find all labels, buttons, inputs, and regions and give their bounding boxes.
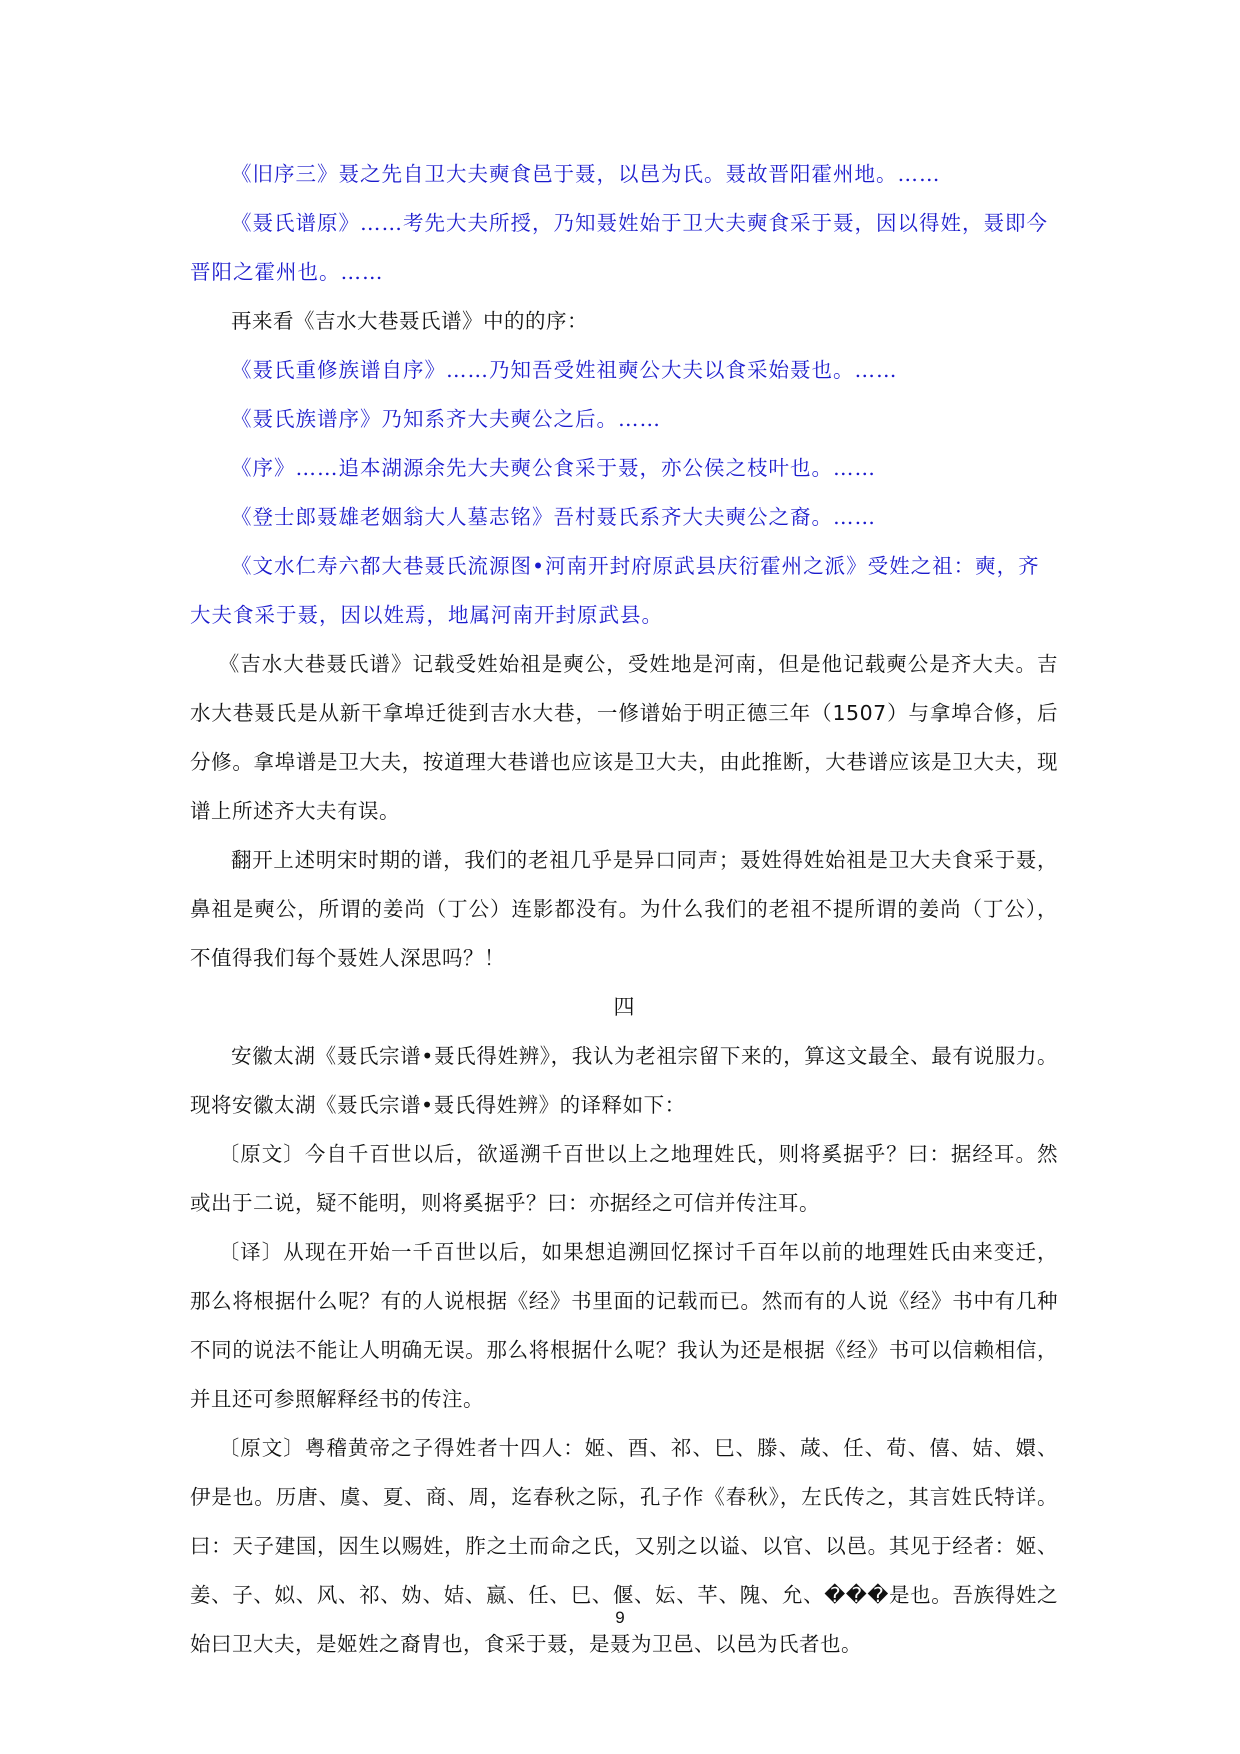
paragraph-original-text-2: 〔原文〕粤稽黄帝之子得姓者十四人：姬、酉、祁、巳、滕、葴、任、荀、僖、姞、嬛、伊是也。历唐、虞、夏、商、周，迄春秋之际，孔子作《春秋》，左氏传之，其言姓氏特详。曰：天子建国，因生以赐姓，胙之土而命之氏，又别之以谥、以官、以邑。其见于经者：姬、姜、子、姒、风、祁、妫、姞、嬴、任、巳、偃、妘、芊、隗、允、���是也。吾族得姓之始曰卫大夫，是姬姓之裔胄也，食采于聂，是聂为卫邑、以邑为氏者也。: [190, 1436, 1058, 1656]
paragraph-translation-1: 〔译〕从现在开始一千百世以后，如果想追溯回忆探讨千百年以前的地理姓氏由来变迁，那么将根据什么呢？有的人说根据《经》书里面的记载而已。然而有的人说《经》书中有几种不同的说法不能让人明确无误。那么将根据什么呢？我认为还是根据《经》书可以信赖相信，并且还可参照解释经书的传注。: [190, 1240, 1058, 1411]
quote-genealogy-preface: 《聂氏族谱序》乃知系齐大夫奭公之后。……: [231, 407, 661, 431]
paragraph-daxiang-analysis: 《吉水大巷聂氏谱》记载受姓始祖是奭公，受姓地是河南，但是他记载奭公是齐大夫。吉水大巷聂氏是从新干拿埠迁徙到吉水大巷，一修谱始于明正德三年（1507）与拿埠合修，后分修。拿埠谱是卫大夫，按道理大巷谱也应该是卫大夫，由此推断，大巷谱应该是卫大夫，现谱上所述齐大夫有误。: [190, 652, 1058, 823]
quote-old-preface-three: 《旧序三》聂之先自卫大夫奭食邑于聂，以邑为氏。聂故晋阳霍州地。……: [231, 162, 941, 186]
paragraph-original-text-1: 〔原文〕今自千百世以后，欲遥溯千百世以上之地理姓氏，则将奚据乎？曰：据经耳。然或出于二说，疑不能明，则将奚据乎？曰：亦据经之可信并传注耳。: [190, 1142, 1058, 1215]
intro-line: 再来看《吉水大巷聂氏谱》中的的序：: [231, 309, 588, 333]
quote-preface: 《序》……追本湖源余先大夫奭公食采于聂，亦公侯之枝叶也。……: [231, 456, 876, 480]
quote-epitaph: 《登士郎聂雄老姻翁大人墓志铭》吾村聂氏系齐大夫奭公之裔。……: [231, 505, 876, 529]
paragraph-taihu-intro: 安徽太湖《聂氏宗谱•聂氏得姓辨》，我认为老祖宗留下来的，算这文最全、最有说服力。现将安徽太湖《聂氏宗谱•聂氏得姓辨》的译释如下：: [190, 1044, 1058, 1117]
quote-lineage-chart: 《文水仁寿六都大巷聂氏流源图•河南开封府原武县庆衍霍州之派》受姓之祖：奭，齐大夫食采于聂，因以姓焉，地属河南开封原武县。: [190, 554, 1040, 627]
section-heading: 四: [613, 995, 635, 1019]
paragraph-reflection: 翻开上述明宋时期的谱，我们的老祖几乎是异口同声；聂姓得姓始祖是卫大夫食采于聂，鼻祖是奭公，所谓的姜尚（丁公）连影都没有。为什么我们的老祖不提所谓的姜尚（丁公），不值得我们每个聂姓人深思吗？！: [190, 848, 1058, 970]
page-number: 9: [615, 1608, 625, 1627]
page-content: [190, 150, 1058, 1669]
quote-revised-genealogy-preface: 《聂氏重修族谱自序》……乃知吾受姓祖奭公大夫以食采始聂也。……: [231, 358, 898, 382]
quote-nie-genealogy-origin: 《聂氏谱原》……考先大夫所授，乃知聂姓始于卫大夫奭食采于聂，因以得姓，聂即今晋阳之霍州也。……: [190, 211, 1048, 284]
